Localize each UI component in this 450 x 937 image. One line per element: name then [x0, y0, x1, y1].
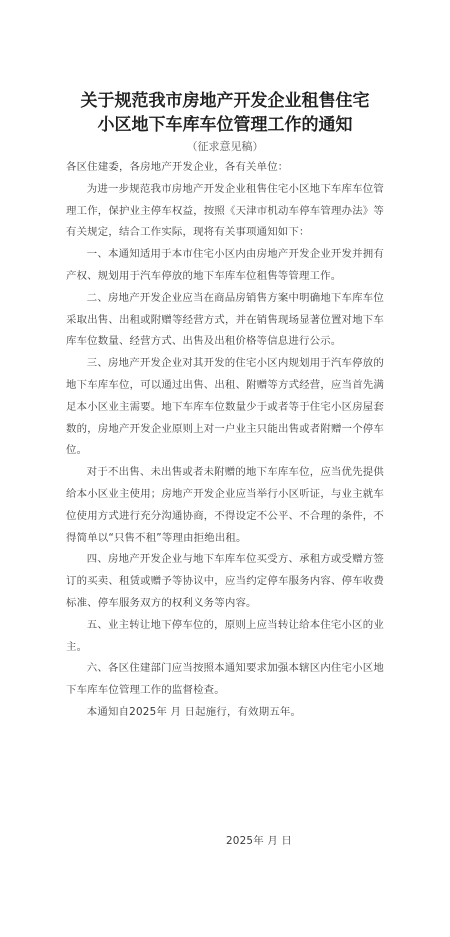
title-line-2: 小区地下车库车位管理工作的通知 [97, 115, 353, 135]
paragraph-article-1: 一、本通知适用于本市住宅小区内由房地产开发企业开发并拥有产权、规划用于汽车停放的地下车库车位租售等管理工作。 [66, 248, 384, 282]
paragraph-article-5: 五、业主转让地下停车位的，原则上应当转让给本住宅小区的业主。 [66, 618, 384, 653]
title-line-1: 关于规范我市房地产开发企业租售住宅 [80, 91, 370, 111]
paragraph-article-4: 四、房地产开发企业与地下车库车位买受方、承租方或受赠方签订的买卖、租赁或赠予等协议中，应当约定停车服务内容、停车收费标准、停车服务双方的权利义务等内容。 [66, 553, 384, 609]
paragraph-effective-date: 本通知自2025年 月 日起施行，有效期五年。 [86, 705, 302, 718]
document-subtitle: （征求意见稿） [186, 140, 264, 153]
footer-date: 2025年 月 日 [226, 835, 293, 847]
salutation: 各区住建委，各房地产开发企业，各有关单位： [66, 161, 289, 173]
document-title [66, 89, 384, 137]
paragraph-article-3: 三、房地产开发企业对其开发的住宅小区内规划用于汽车停放的地下车库车位，可以通过出售、出租、附赠等方式经营，应当首先满足本小区业主需要。地下车库车位数量少于或者等于住宅小区房屋套数的，房地产开发企业原则上对一户业主只能出售或者附赠一个停车位。 [66, 357, 384, 457]
paragraph-article-6: 六、各区住建部门应当按照本通知要求加强本辖区内住宅小区地下车库车位管理工作的监督检查。 [66, 662, 384, 697]
paragraph-article-2: 二、房地产开发企业应当在商品房销售方案中明确地下车库车位采取出售、出租或附赠等经营方式，并在销售现场显著位置对地下车库车位数量、经营方式、出售及出租价格等信息进行公示。 [66, 291, 384, 348]
paragraph-article-3-cont: 对于不出售、未出售或者未附赠的地下车库车位，应当优先提供给本小区业主使用；房地产开发企业应当举行小区听证，与业主就车位使用方式进行充分沟通协商，不得设定不公平、不合理的条件，不得简单以“只售不租”等理由拒绝出租。 [66, 466, 384, 544]
paragraph-intro: 为进一步规范我市房地产开发企业租售住宅小区地下车库车位管理工作，保护业主停车权益，按照《天津市机动车停车管理办法》等有关规定，结合工作实际，现将有关事项通知如下： [66, 182, 384, 239]
